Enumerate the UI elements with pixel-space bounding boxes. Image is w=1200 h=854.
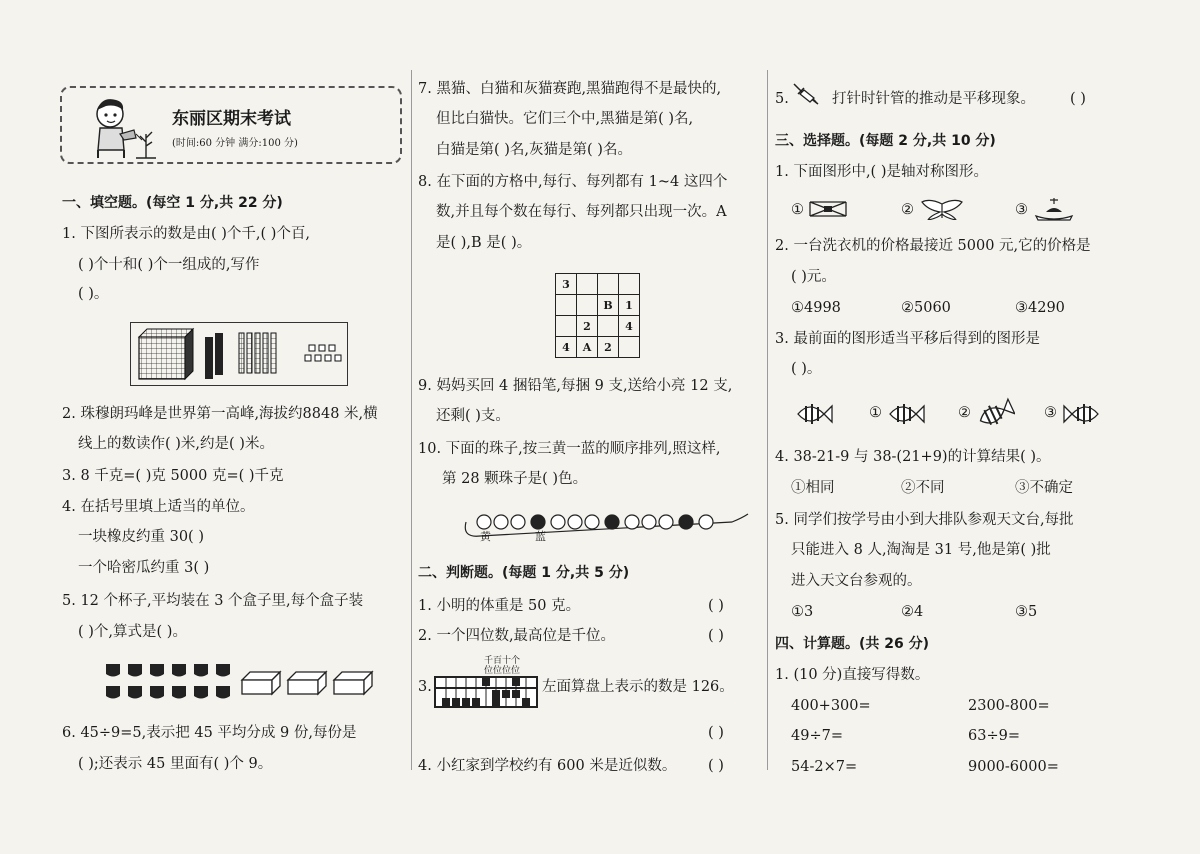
calc-intro: 1. (10 分)直接写得数。 — [775, 667, 930, 683]
q9-line1: 9. 妈妈买回 4 捆铅笔,每捆 9 支,送给小亮 12 支, — [418, 378, 733, 394]
q4-line1: 4. 在括号里填上适当的单位。 — [62, 499, 255, 515]
grid-row — [556, 337, 640, 358]
c2-line2: ( )元。 — [791, 269, 836, 285]
j2: 2. 一个四位数,最高位是千位。 — [418, 628, 616, 644]
c4-option-2[interactable]: ②不同 — [901, 480, 945, 496]
j3: 左面算盘上表示的数是 126。 — [542, 679, 734, 695]
q6-line2: ( );还表示 45 里面有( )个 9。 — [78, 756, 273, 772]
c1: 1. 下面图形中,( )是轴对称图形。 — [775, 164, 988, 180]
calc-item: 9000-6000= — [968, 759, 1059, 775]
q7-line2: 但比白猫快。它们三个中,黑猫是第( )名, — [436, 111, 694, 127]
calc-item: 49÷7= — [791, 728, 843, 744]
grid-cell: A — [577, 337, 598, 358]
c2-option-1[interactable]: ①4998 — [791, 300, 841, 316]
c4-option-3[interactable]: ③不确定 — [1015, 480, 1073, 496]
j3-number: 3. — [418, 679, 432, 695]
bead-label-blue: 蓝 — [535, 530, 546, 543]
q10-line2: 第 28 颗珠子是( )色。 — [442, 471, 588, 487]
q1-line2: ( )个十和( )个一组成的,写作 — [78, 257, 260, 273]
j1: 1. 小明的体重是 50 克。 — [418, 598, 581, 614]
exam-title: 东丽区期末考试 — [172, 109, 291, 129]
c3-option-1[interactable]: ① — [869, 405, 882, 421]
grid-cell: B — [598, 295, 619, 316]
column-divider — [411, 70, 412, 770]
grid-cell: 4 — [619, 316, 640, 337]
grid-cell: 2 — [577, 316, 598, 337]
cups-and-boxes-icon — [104, 658, 374, 704]
c1-option-2[interactable]: ② — [901, 202, 914, 218]
c4-option-1[interactable]: ①相同 — [791, 480, 835, 496]
c2-option-2[interactable]: ②5060 — [901, 300, 951, 316]
c5-option-2[interactable]: ②4 — [901, 604, 924, 620]
j3-answer[interactable]: ( ) — [708, 725, 724, 741]
bead-label-yellow: 黄 — [480, 530, 491, 543]
q9-line2: 还剩( )支。 — [436, 408, 510, 424]
grid-cell — [619, 337, 640, 358]
c2-line1: 2. 一台洗衣机的价格最接近 5000 元,它的价格是 — [775, 238, 1091, 254]
boy-watering-plant-illustration — [76, 94, 158, 160]
bead-string-icon — [462, 508, 752, 544]
c5-option-1[interactable]: ①3 — [791, 604, 814, 620]
grid-cell: 3 — [556, 274, 577, 295]
fish-original-icon — [794, 398, 834, 430]
q8-line1: 8. 在下面的方格中,每行、每列都有 1~4 这四个 — [418, 174, 728, 190]
place-value-blocks-icon — [131, 323, 347, 385]
grid-cell: 1 — [619, 295, 640, 316]
grid-cell — [598, 316, 619, 337]
q8-line2: 数,并且每个数在每行、每列都只出现一次。A — [436, 204, 727, 220]
section-judgement: 二、判断题。(每题 1 分,共 5 分) — [418, 565, 630, 581]
q3: 3. 8 千克=( )克 5000 克=( )千克 — [62, 468, 284, 484]
fish-option-1-icon — [886, 398, 926, 430]
q6-line1: 6. 45÷9=5,表示把 45 平均分成 9 份,每份是 — [62, 725, 357, 741]
fish-option-2-icon — [975, 396, 1015, 432]
j4: 4. 小红家到学校约有 600 米是近似数。 — [418, 758, 677, 774]
c5-option-3[interactable]: ③5 — [1015, 604, 1038, 620]
c2-option-3[interactable]: ③4290 — [1015, 300, 1065, 316]
syringe-icon — [790, 80, 830, 108]
c3-option-3[interactable]: ③ — [1044, 405, 1057, 421]
q8-line3: 是( ),B 是( )。 — [436, 235, 532, 251]
column-divider — [767, 70, 768, 770]
grid-row — [556, 295, 640, 316]
grid-cell: 2 — [598, 337, 619, 358]
c1-option-1[interactable]: ① — [791, 202, 804, 218]
calc-item: 63÷9= — [968, 728, 1020, 744]
section-multiple-choice: 三、选择题。(每题 2 分,共 10 分) — [775, 133, 996, 149]
q5-line2: ( )个,算式是( )。 — [78, 624, 187, 640]
q1-line3: ( )。 — [78, 286, 109, 302]
grid-cell — [577, 274, 598, 295]
section-fill-blank: 一、填空题。(每空 1 分,共 22 分) — [62, 195, 283, 211]
q10-line1: 10. 下面的珠子,按三黄一蓝的顺序排列,照这样, — [418, 441, 721, 457]
q7-line3: 白猫是第( )名,灰猫是第( )名。 — [436, 142, 632, 158]
grid-cell — [556, 295, 577, 316]
grid-cell — [598, 274, 619, 295]
c4: 4. 38-21-9 与 38-(21+9)的计算结果( )。 — [775, 449, 1051, 465]
fish-option-3-icon — [1062, 398, 1102, 430]
number-blocks-figure — [130, 322, 348, 386]
j2-answer[interactable]: ( ) — [708, 628, 724, 644]
c3-line1: 3. 最前面的图形适当平移后得到的图形是 — [775, 331, 1040, 347]
q4-line2: 一块橡皮约重 30( ) — [78, 529, 204, 545]
q1-line1: 1. 下图所表示的数是由( )个千,( )个百, — [62, 226, 311, 242]
calc-item: 2300-800= — [968, 698, 1050, 714]
grid-cell: 4 — [556, 337, 577, 358]
q7-line1: 7. 黑猫、白猫和灰猫赛跑,黑猫跑得不是最快的, — [418, 81, 722, 97]
grid-cell — [556, 316, 577, 337]
c5-line1: 5. 同学们按学号由小到大排队参观天文台,每批 — [775, 512, 1074, 528]
latin-square-grid — [555, 273, 640, 358]
c5-line2: 只能进入 8 人,淘淘是 31 号,他是第( )批 — [791, 542, 1051, 558]
j5-number: 5. — [775, 91, 789, 107]
c3-option-2[interactable]: ② — [958, 405, 971, 421]
bow-shape-icon — [808, 198, 848, 220]
q2-line2: 线上的数读作( )米,约是( )米。 — [78, 436, 274, 452]
section-calculation: 四、计算题。(共 26 分) — [775, 636, 930, 652]
c1-option-3[interactable]: ③ — [1015, 202, 1028, 218]
c5-line3: 进入天文台参观的。 — [791, 573, 922, 589]
abacus-place-labels: 千百十个 位位位位 — [484, 656, 521, 676]
title-box — [60, 86, 402, 164]
grid-row — [556, 316, 640, 337]
q2-line1: 2. 珠穆朗玛峰是世界第一高峰,海拔约8848 米,横 — [62, 406, 378, 422]
grid-row — [556, 274, 640, 295]
abacus-icon — [434, 676, 538, 708]
j5-answer[interactable]: ( ) — [1070, 91, 1086, 107]
c3-line2: ( )。 — [791, 361, 822, 377]
calc-item: 400+300= — [791, 698, 871, 714]
q5-line1: 5. 12 个杯子,平均装在 3 个盒子里,每个盒子装 — [62, 593, 364, 609]
grid-cell — [577, 295, 598, 316]
exam-subtitle: (时间:60 分钟 满分:100 分) — [172, 138, 298, 149]
lamp-shape-icon — [1032, 196, 1076, 222]
butterfly-icon — [918, 198, 966, 220]
j4-answer[interactable]: ( ) — [708, 758, 724, 774]
j5: 打针时针管的推动是平移现象。 — [832, 91, 1035, 107]
calc-item: 54-2×7= — [791, 759, 858, 775]
j1-answer[interactable]: ( ) — [708, 598, 724, 614]
grid-cell — [619, 274, 640, 295]
q4-line3: 一个哈密瓜约重 3( ) — [78, 560, 210, 576]
